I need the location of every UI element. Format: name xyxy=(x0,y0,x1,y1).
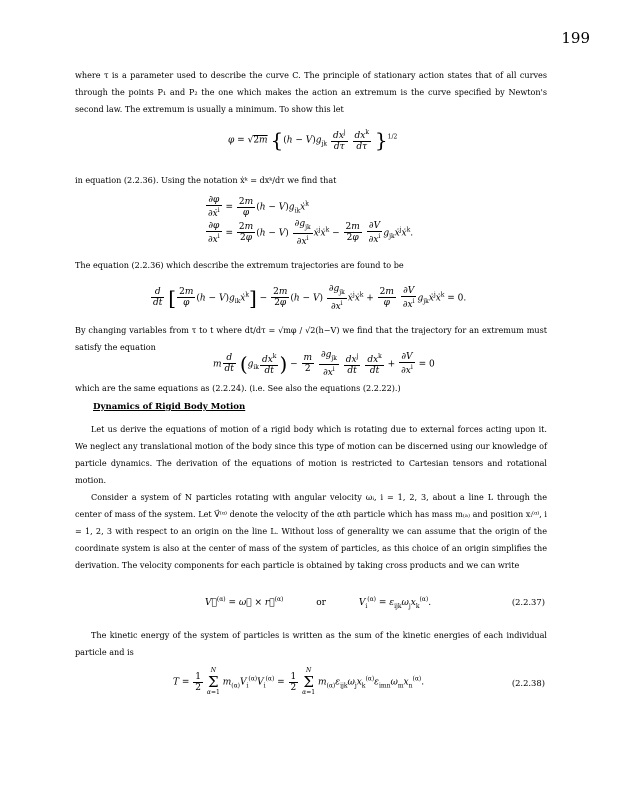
equation-trajectory: $\frac{d}{dt}$ [ $\frac{2m}{\varphi}$ $(h - V)g_{ik}ẋ^k$] − $\frac{2m}{2\varphi}$ (h − V) $\frac{\partial g_{jk}}{\partial x^i}$ ẋ$^j$ẋ$^k$ + $\frac{2m}{\varphi}$ $\frac{\partial V}{\partial x^i}$ $g_{jk}ẋ^jẋ^k = 0$. xyxy=(153,284,467,312)
section-heading: Dynamics of Rigid Body Motion xyxy=(93,402,246,412)
paragraph-intro: where τ is a parameter used to describe the curve C. The principle of stationary action states that of all curves through the points P₁ and P₂ the one which makes the action an extremum is the curve specified by Newton's second law. The extremum is usually a minimum. To show this let xyxy=(75,70,547,114)
page-number: 199 xyxy=(561,29,590,47)
paragraph-kinetic-energy: The kinetic energy of the system of particles is written as the sum of the kinetic energies of each individual particle and is xyxy=(75,630,547,657)
paragraph-trajectories: The equation (2.2.36) which describe the extremum trajectories are found to be xyxy=(75,260,404,270)
paragraph-notation: in equation (2.2.36). Using the notation ẋᵏ = dxᵏ/dτ we find that xyxy=(75,175,337,185)
equation-newton: m $\frac{d}{dt}$ ($g_{ik}$ $\frac{dx^k}{dt}$ ) − $\frac{m}{2}$ $\frac{\partial g_{jk}}{\partial x^i}$ $\frac{dx^j}{dt}$ $\frac{dx^k}{dt}$ + $\frac{\partial V}{\partial x^i}$ = 0 xyxy=(213,350,435,378)
paragraph-particles: Consider a system of N particles rotating with angular velocity ωᵢ, i = 1, 2, 3, about a line L through the center of mass of the system. Let V⃗⁽ᵅ⁾ denote the velocity of the αth particle which has mass m₍ₐ₎ and position xᵢ⁽ᵅ⁾, i = 1, 2, 3 with respect to an origin on the line L. Without loss of generality we can assume that the origin of the coordinate system is also at the center of mass of the system of particles, as this choice of an origin simplifies the derivation. The velocity components for each particle is obtained by taking cross products and we can write xyxy=(75,492,547,570)
equation-phi: φ = √2m {$(h - V)g_{jk}$ $\frac{dx^j}{d\tau}$ $\frac{dx^k}{d\tau}$ }$^{1/2}$ xyxy=(228,128,398,152)
paragraph-same-equations: which are the same equations as (2.2.24). (i.e. See also the equations (2.2.22).) xyxy=(75,383,401,393)
equation-number-2-2-38: (2.2.38) xyxy=(511,678,545,688)
paragraph-change-variables: By changing variables from τ to t where dt/dτ = √mφ / √2(h−V) we find that the trajectory for an extremum must satisfy the equation xyxy=(75,325,547,352)
paragraph-rigid-body: Let us derive the equations of motion of a rigid body which is rotating due to external forces acting upon it. We neglect any translational motion of the body since this type of motion can be discerned using our knowledge of particle dynamics. The derivation of the equations of motion is restricted to Cartesian tensors and rotational motion. xyxy=(75,424,547,485)
equation-2-2-37: V⃗$^{(\alpha)}$ = ω⃗ × r⃗$^{(\alpha)}$ or $V_i^{(\alpha)} = \varepsilon_{ijk}\omega_jx_k^{(\alpha)}$. xyxy=(205,596,432,610)
equation-dphi-dxdot: $\frac{\partial\varphi}{\partial ẋ^i}$ = $\frac{2m}{\varphi}$ $(h - V)g_{ik}ẋ^k$ xyxy=(208,195,309,219)
equation-number-2-2-37: (2.2.37) xyxy=(511,597,545,607)
equation-dphi-dx: $\frac{\partial\varphi}{\partial x^i}$ = $\frac{2m}{2\varphi}$ (h − V) $\frac{\partial g_{jk}}{\partial x^i}$ ẋ$^j$ẋ$^k$ − $\frac{2m}{2\varphi}$ $\frac{\partial V}{\partial x^i}$ $g_{jk}ẋ^jẋ^k$. xyxy=(208,219,414,247)
equation-2-2-38: T = $\frac{1}{2}$ N Σ α=1 $m_{(\alpha)}V_i^{(\alpha)}V_i^{(\alpha)}$ = $\frac{1}{2}$ N Σ α=1 $m_{(\alpha)}\varepsilon_{ijk}\omega_jx_k^{(\alpha)}\varepsilon_{imn}\omega_mx_n^{(\alpha)}$. xyxy=(173,667,425,696)
